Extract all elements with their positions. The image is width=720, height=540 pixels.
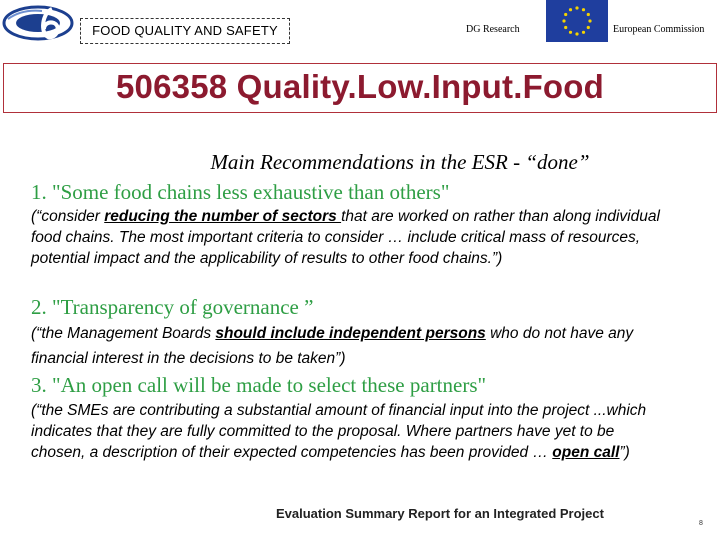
footer-label: Evaluation Summary Report for an Integrated Project xyxy=(276,506,604,521)
program-label: FOOD QUALITY AND SAFETY xyxy=(80,18,290,44)
recommendation-1-emphasis: reducing the number of sectors xyxy=(104,208,342,225)
page-number: 8 xyxy=(699,520,703,527)
recommendation-3-emphasis: open call xyxy=(552,444,620,461)
fp6-logo-icon xyxy=(2,3,74,43)
dg-research-label: DG Research xyxy=(466,24,520,35)
recommendation-2-text: (“the Management Boards should include independent persons who do not have any financial interest in the decisions to be taken”) xyxy=(31,325,634,367)
recommendation-3-heading: 3. "An open call will be made to select these partners" xyxy=(31,373,487,397)
recommendation-3-text: (“the SMEs are contributing a substantial amount of financial input into the project ...which indicates that they are fully committed to the proposal. Where partners have yet to be chosen, a description of their expected competencies has been provided … open call”) xyxy=(31,402,647,461)
recommendation-2-heading: 2. "Transparency of governance ” xyxy=(31,295,314,319)
page-title: 506358 Quality.Low.Input.Food xyxy=(115,68,605,105)
recommendation-1-heading: 1. "Some food chains less exhaustive than others" xyxy=(31,180,450,204)
recommendation-2-emphasis: should include independent persons xyxy=(215,325,486,342)
subtitle: Main Recommendations in the ESR - “done” xyxy=(210,150,590,174)
recommendation-1-text: (“consider reducing the number of sectors that are worked on rather than along individual food chains. The most important criteria to consider … include critical mass of resources, potential impact and the applicability of results to other food chains.”) xyxy=(31,208,660,267)
eu-flag-icon xyxy=(546,0,608,42)
european-commission-label: European Commission xyxy=(613,24,705,35)
